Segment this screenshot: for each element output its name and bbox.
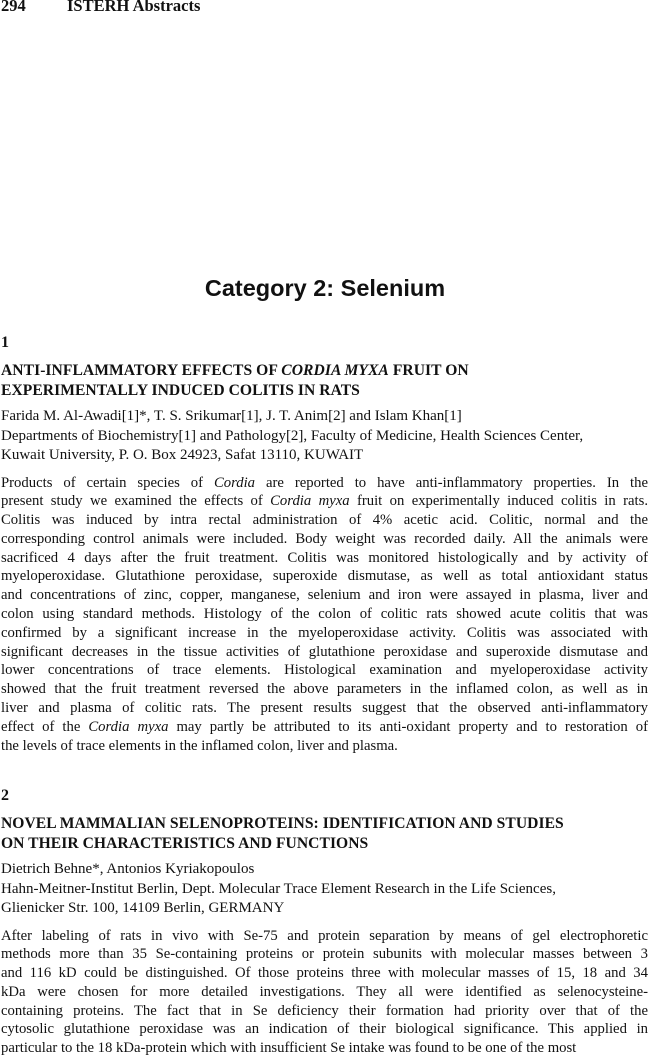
body-line bbox=[1, 474, 648, 493]
text-run: Kuwait University, P. O. Box 24923, Safat 13110, KUWAIT bbox=[1, 447, 364, 463]
text-run: cytosolic glutathione peroxidase was an indication of their biological significance. This applied in bbox=[1, 1021, 648, 1038]
text-run: may partly be attributed to its anti-oxidant property and to restoration of bbox=[168, 718, 648, 735]
body-line bbox=[1, 511, 648, 530]
abstract-body bbox=[1, 474, 648, 756]
text-run: EXPERIMENTALLY INDUCED COLITIS IN RATS bbox=[1, 382, 360, 399]
title-line bbox=[1, 361, 648, 381]
running-head bbox=[1, 0, 200, 16]
text-run: NOVEL MAMMALIAN SELENOPROTEINS: IDENTIFICATION AND STUDIES bbox=[1, 815, 564, 832]
body-line bbox=[1, 661, 648, 680]
text-run: FRUIT ON bbox=[388, 362, 469, 379]
title-line bbox=[1, 381, 648, 401]
text-run: colon using standard methods. Histology of the colon of colitic rats showed acute colitis that was bbox=[1, 606, 648, 623]
text-run: the levels of trace elements in the inflamed colon, liver and plasma. bbox=[1, 737, 398, 754]
title-line bbox=[1, 834, 648, 854]
text-run: confirmed by a significant increase in the myeloperoxidase activity. Colitis was associated with bbox=[1, 624, 648, 641]
abstract-2 bbox=[1, 786, 648, 1058]
body-line bbox=[1, 1039, 648, 1058]
text-run: and 116 kD could be distinguished. Of those proteins three with molecular masses of 15, 18 and 34 bbox=[1, 965, 648, 982]
abstract-authors: Dietrich Behne*, Antonios Kyriakopoulos bbox=[1, 861, 255, 877]
body-line bbox=[1, 945, 648, 964]
body-line bbox=[1, 1020, 648, 1039]
text-run: Products of certain species of bbox=[1, 474, 214, 491]
text-run: fruit on experimentally induced colitis in rats. bbox=[349, 493, 648, 510]
italic-term: Cordia myxa bbox=[270, 493, 350, 510]
body-line bbox=[1, 549, 648, 568]
title-line bbox=[1, 814, 648, 834]
body-line bbox=[1, 718, 648, 737]
body-line bbox=[1, 567, 648, 586]
abstract-authors: Farida M. Al-Awadi[1]*, T. S. Srikumar[1], J. T. Anim[2] and Islam Khan[1] bbox=[1, 408, 462, 424]
body-line bbox=[1, 530, 648, 549]
journal-title: ISTERH Abstracts bbox=[67, 0, 201, 15]
text-run: present study we examined the effects of bbox=[1, 493, 271, 510]
text-run: sacrificed 4 days after the fruit treatment. Colitis was monitored histologically and by activity of bbox=[1, 549, 648, 566]
text-run: are reported to have anti-inflammatory properties. In the bbox=[255, 474, 648, 491]
text-run: and concentrations of zinc, copper, manganese, selenium and iron were assayed in plasma, liver and bbox=[1, 587, 648, 604]
text-run: kDa were chosen for more detailed investigations. They all were identified as selenocysteine- bbox=[1, 983, 648, 1000]
text-run: Departments of Biochemistry[1] and Pathology[2], Faculty of Medicine, Health Sciences Center, bbox=[1, 427, 584, 444]
abstract-1 bbox=[1, 333, 648, 755]
body-line bbox=[1, 624, 648, 643]
body-line bbox=[1, 699, 648, 718]
text-run: effect of the bbox=[1, 718, 89, 735]
abstract-title bbox=[1, 361, 648, 401]
abstract-affiliation bbox=[1, 427, 648, 466]
category-heading: Category 2: Selenium bbox=[204, 275, 446, 301]
affiliation-line bbox=[1, 427, 648, 447]
body-line bbox=[1, 927, 648, 946]
abstract-number: 2 bbox=[1, 787, 9, 804]
text-run: corresponding control animals were included. Body weight was recorded daily. All the animals were bbox=[1, 530, 648, 547]
body-line bbox=[1, 605, 648, 624]
text-run: methods more than 35 Se-containing proteins or protein subunits with molecular masses between 3 bbox=[1, 946, 648, 963]
text-run: ON THEIR CHARACTERISTICS AND FUNCTIONS bbox=[1, 835, 369, 852]
affiliation-line bbox=[1, 880, 648, 900]
text-run: particular to the 18 kDa-protein which with insufficient Se intake was found to be one of the most bbox=[1, 1040, 577, 1057]
abstract-title bbox=[1, 814, 648, 854]
body-line bbox=[1, 1002, 648, 1021]
body-line bbox=[1, 983, 648, 1002]
body-line bbox=[1, 737, 648, 756]
body-line bbox=[1, 964, 648, 983]
text-run: showed that the fruit treatment reversed the above parameters in the inflamed colon, as well as in bbox=[1, 681, 648, 698]
text-run: lower concentrations of trace elements. Histological examination and myeloperoxidase activity bbox=[1, 662, 648, 679]
body-line bbox=[1, 586, 648, 605]
body-line bbox=[1, 643, 648, 662]
text-run: Glienicker Str. 100, 14109 Berlin, GERMANY bbox=[1, 900, 285, 916]
abstract-number: 1 bbox=[1, 334, 9, 351]
italic-term: Cordia myxa bbox=[88, 718, 169, 735]
body-line bbox=[1, 492, 648, 511]
italic-term: CORDIA MYXA bbox=[281, 362, 389, 379]
abstract-body bbox=[1, 927, 648, 1058]
text-run: liver and plasma of colitic rats. The present results suggest that the observed anti-inflammatory bbox=[1, 700, 648, 717]
italic-term: Cordia bbox=[213, 474, 256, 491]
text-run: After labeling of rats in vivo with Se-75 and protein separation by means of gel electrophoretic bbox=[1, 927, 648, 944]
abstract-affiliation bbox=[1, 880, 648, 919]
affiliation-line bbox=[1, 446, 648, 466]
page-number: 294 bbox=[1, 0, 26, 15]
text-run: containing proteins. The fact that in Se deficiency their formation had priority over that of the bbox=[1, 1002, 648, 1019]
text-run: significant decreases in the tissue activities of glutathione peroxidase and superoxide dismutase and bbox=[1, 643, 648, 660]
text-run: Colitis was induced by intra rectal administration of 4% acetic acid. Colitic, normal and the bbox=[1, 512, 648, 529]
text-run: Hahn-Meitner-Institut Berlin, Dept. Molecular Trace Element Research in the Life Sciences, bbox=[1, 880, 556, 897]
body-line bbox=[1, 680, 648, 699]
text-run: myeloperoxidase. Glutathione peroxidase, superoxide dismutase, as well as total antioxidant status bbox=[1, 568, 648, 585]
text-run: ANTI-INFLAMMATORY EFFECTS OF bbox=[1, 362, 282, 379]
affiliation-line bbox=[1, 899, 648, 919]
